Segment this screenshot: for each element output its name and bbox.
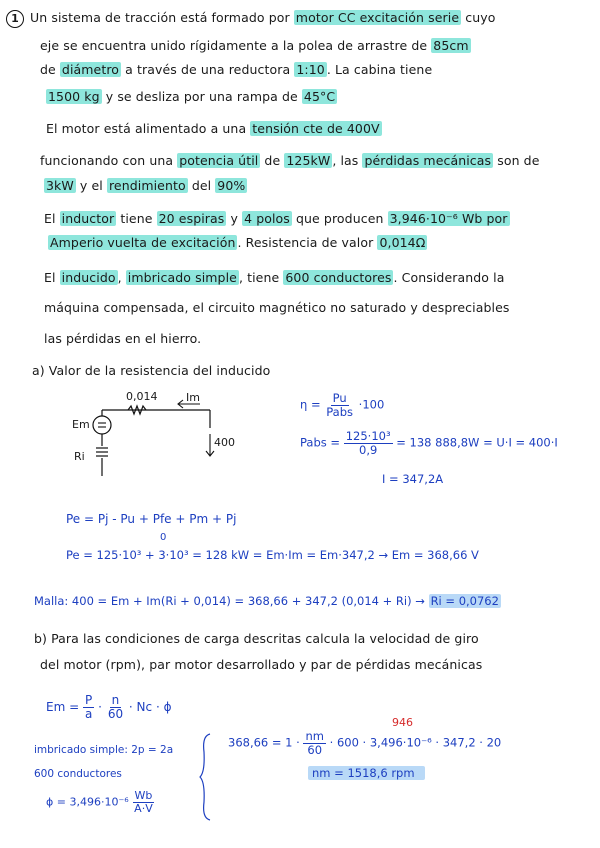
statement-line-6: funcionando con una potencia útil de 125kW , las pérdidas mecánicas son de [40, 153, 540, 168]
problem-number: 1 [6, 10, 24, 28]
statement-line-2: eje se encuentra unido rígidamente a la polea de arrastre de 85cm [40, 38, 469, 53]
power-balance: Pe = Pj - Pu + Pfe + Pm + Pj [66, 512, 237, 526]
part-a-title: a) Valor de la resistencia del inducido [32, 363, 271, 378]
note-conductores: 600 conductores [34, 768, 122, 780]
pabs-formula: Pabs = $\frac{\text{125·10³}}{0,9}$ = 138 888,8W = U·I = 400·I [300, 429, 558, 457]
circuit-current-label: Im [186, 391, 200, 404]
statement-line-1: 1 Un sistema de tracción está formado por motor CC excitación serie cuyo [6, 10, 496, 28]
statement-line-12: las pérdidas en el hierro. [44, 331, 202, 346]
speed-calc: 368,66 = 1 · $\frac{nm}{60}$ · 600 · 3,496·10⁻⁶ · 347,2 · 20 [228, 729, 502, 757]
statement-line-11: máquina compensada, el circuito magnético no saturado y despreciables [44, 300, 510, 315]
note-imbricado: imbricado simple: 2p = 2a [34, 744, 174, 756]
statement-line-8: El inductor tiene 20 espiras y 4 polos que producen 3,946·10⁻⁶ Wb por [44, 211, 508, 226]
part-b-line-2: del motor (rpm), par motor desarrollado y par de pérdidas mecánicas [40, 657, 483, 672]
circuit-ri-label: Ri [74, 450, 85, 463]
power-balance-zero: 0 [160, 532, 167, 543]
statement-line-10: El inducido , imbricado simple , tiene 600 conductores . Considerando la [44, 270, 505, 285]
circuit-r-label: 0,014 [126, 390, 158, 403]
brace [198, 732, 212, 822]
speed-result: nm = 1518,6 rpm [308, 766, 425, 780]
statement-line-3: de diámetro a través de una reductora 1:10 . La cabina tiene [40, 62, 433, 77]
power-calc: Pe = 125·10³ + 3·10³ = 128 kW = Em·Im = Em·347,2 → Em = 368,66 V [66, 548, 479, 562]
em-formula: Em = $\frac{P}{a}$ · $\frac{n}{60}$ · Nc · ϕ [46, 693, 172, 722]
statement-line-9: Amperio vuelta de excitación . Resistencia de valor 0,014Ω [50, 235, 426, 250]
statement-line-4: 1500 kg y se desliza por una rampa de 45°C [48, 89, 336, 104]
circuit-source-label: Em [72, 418, 90, 431]
ri-result: Ri = 0,0762 [430, 594, 499, 608]
circuit-voltage-label: 400 [214, 436, 235, 449]
current-result: I = 347,2A [382, 472, 444, 486]
statement-line-7: 3kW y el rendimiento del 90% [46, 178, 246, 193]
note-flux: ϕ = 3,496·10⁻⁶ $\frac{Wb}{A\cdot V}$ [46, 789, 153, 816]
correction-note: 946 [392, 716, 413, 729]
efficiency-formula: η = $\frac{Pu}{\text{Pabs}}$ ·100 [300, 391, 385, 419]
statement-line-5: El motor está alimentado a una tensión cte de 400V [46, 121, 380, 136]
malla-equation: Malla: 400 = Em + Im(Ri + 0,014) = 368,66 + 347,2 (0,014 + Ri) → Ri = 0,0762 [34, 594, 499, 608]
part-b-line-1: b) Para las condiciones de carga descritas calcula la velocidad de giro [34, 631, 479, 646]
